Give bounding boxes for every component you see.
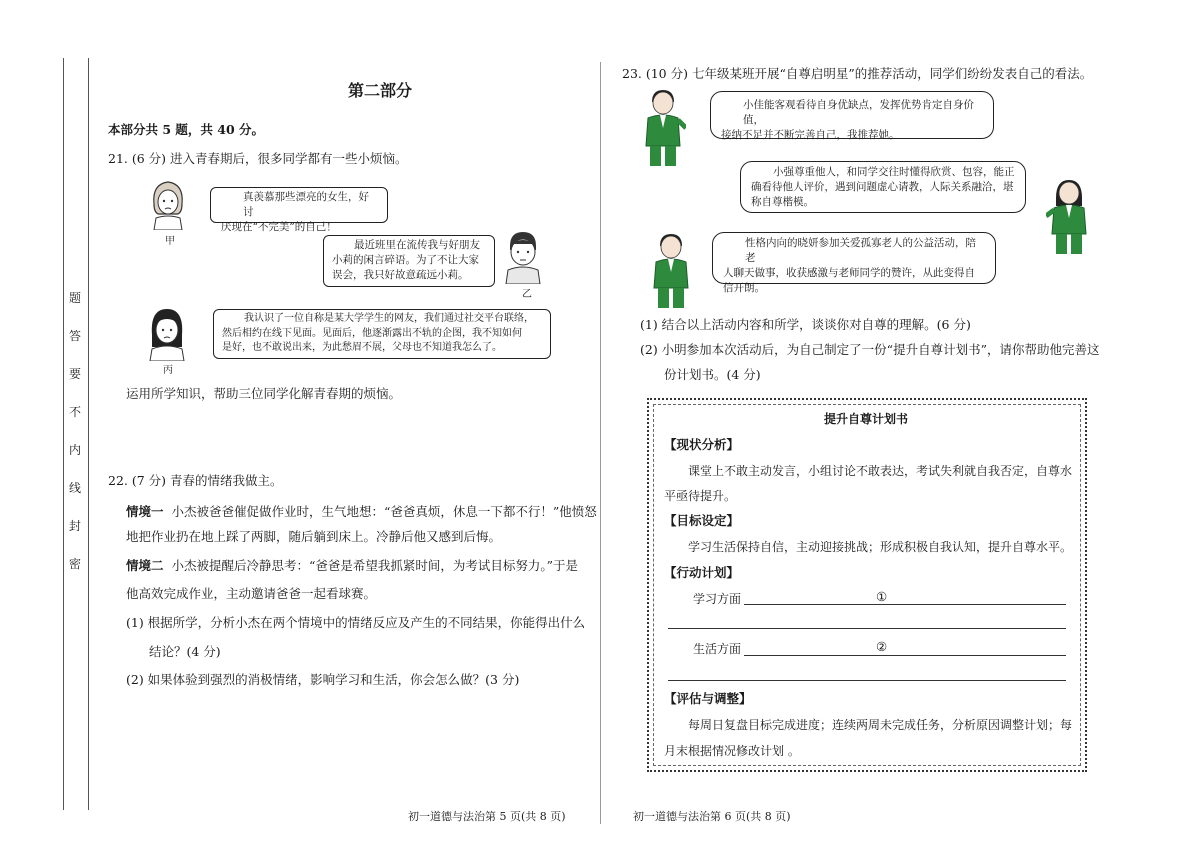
plan-heading-action: 【行动计划】 <box>664 565 740 580</box>
bubble2-line1: 小强尊重他人，和同学交往时懂得欣赏、包容，能正 <box>773 166 1015 178</box>
bubble-bing-line1: 我认识了一位自称是某大学学生的网友，我们通过社交平台联络， <box>244 313 534 324</box>
speech-bubble-bing <box>213 309 551 359</box>
plan-heading-goal: 【目标设定】 <box>664 513 740 528</box>
margin-char: 不 <box>68 405 81 419</box>
student-illustration <box>1046 178 1092 256</box>
bubble-jia-line1: 真羡慕那些漂亮的女生，好讨 <box>243 191 369 218</box>
label-jia: 甲 <box>165 236 175 247</box>
bubble1-line1: 小佳能客观看待自身优缺点，发挥优势肯定自身价值， <box>743 99 974 126</box>
plan-title: 提升自尊计划书 <box>824 412 909 426</box>
scenario1-line2: 地把作业扔在地上踩了两脚，随后躺到床上。冷静后他又感到后悔。 <box>126 529 502 544</box>
student-illustration <box>640 88 686 168</box>
answer-line-study-2[interactable] <box>668 628 1066 629</box>
blank-marker-1: ① <box>876 589 888 604</box>
q23-stem: 23. (10 分) 七年级某班开展“自尊启明星”的推荐活动，同学们纷纷发表自己的看法。 <box>622 66 1093 81</box>
bubble-yi-line3: 误会，我只好故意疏远小莉。 <box>332 269 469 281</box>
q21-stem: 21. (6 分) 进入青春期后，很多同学都有一些小烦恼。 <box>108 151 408 166</box>
margin-char: 要 <box>68 367 81 381</box>
bubble1-line2: 接纳不足并不断完善自己，我推荐她。 <box>721 129 900 141</box>
speech-bubble-2 <box>740 161 1026 213</box>
plan-status-line1: 课堂上不敢主动发言，小组讨论不敢表达，考试失利就自我否定，自尊水 <box>688 464 1073 478</box>
scenario2-label: 情境二 <box>126 558 164 573</box>
q22-scenario2 <box>126 555 578 577</box>
study-aspect-label: 学习方面 <box>693 592 742 606</box>
answer-line-study[interactable] <box>744 604 1066 605</box>
speech-bubble-yi <box>323 235 495 287</box>
margin-line-left <box>63 58 64 810</box>
bubble-jia-line2: 厌现在“不完美”的自己！ <box>221 221 337 233</box>
speech-bubble-3 <box>712 232 996 294</box>
q22-scenario1 <box>126 499 597 525</box>
margin-line-right <box>88 58 89 810</box>
plan-heading-evaluation: 【评估与调整】 <box>664 691 752 706</box>
page-divider <box>600 62 601 824</box>
plan-eval-line1: 每周日复盘目标完成进度；连续两周未完成任务，分析原因调整计划；每 <box>688 718 1073 732</box>
bubble-yi-line1: 最近班里在流传我与好朋友 <box>354 239 480 251</box>
speech-bubble-jia <box>210 187 388 233</box>
scenario2-line2: 他高效完成作业，主动邀请爸爸一起看球赛。 <box>126 586 377 601</box>
section-title: 第二部分 <box>347 81 412 100</box>
student-illustration <box>648 232 694 308</box>
life-aspect-label: 生活方面 <box>693 642 742 656</box>
plan-inner-border <box>653 404 1081 766</box>
margin-char: 答 <box>68 329 81 343</box>
section-intro: 本部分共 5 题，共 40 分。 <box>108 122 265 137</box>
q22-sub2: (2) 如果体验到强烈的消极情绪，影响学习和生活，你会怎么做？(3 分) <box>126 672 520 687</box>
binding-margin-notice <box>66 292 84 596</box>
label-yi: 乙 <box>522 289 532 300</box>
girl-jia-illustration <box>148 178 188 230</box>
q22-sub1-line1: (1) 根据所学，分析小杰在两个情境中的情绪反应及产生的不同结果，你能得出什么 <box>126 615 586 630</box>
boy-yi-illustration <box>502 228 544 284</box>
page6-footer: 初一道德与法治第 6 页(共 8 页) <box>633 810 791 823</box>
q21-task: 运用所学知识，帮助三位同学化解青春期的烦恼。 <box>126 386 402 401</box>
margin-char: 密 <box>68 557 81 571</box>
plan-eval-line2: 月末根据情况修改计划 。 <box>664 744 800 758</box>
q23-sub1: (1) 结合以上活动内容和所学，谈谈你对自尊的理解。(6 分) <box>640 317 971 332</box>
bubble-bing-line3: 是好，也不敢说出来，为此愁眉不展，父母也不知道我怎么了。 <box>222 342 502 353</box>
answer-line-life-2[interactable] <box>668 680 1066 681</box>
page5-footer: 初一道德与法治第 5 页(共 8 页) <box>408 810 566 823</box>
plan-heading-status: 【现状分析】 <box>664 437 740 452</box>
q22-sub1-line2: 结论？(4 分) <box>149 644 221 659</box>
bubble-bing-line2: 然后相约在线下见面。见面后，他逐渐露出不轨的企图，我不知如何 <box>222 327 522 339</box>
scenario1-line1: 小杰被爸爸催促做作业时，生气地想：“爸爸真烦，休息一下都不行！”他愤怒 <box>171 504 597 519</box>
margin-char: 线 <box>68 481 81 495</box>
margin-char: 封 <box>68 519 81 533</box>
bubble3-line2: 人聊天做事，收获感激与老师同学的赞许，从此变得自 <box>723 267 975 279</box>
plan-goal-text: 学习生活保持自信，主动迎接挑战；形成积极自我认知，提升自尊水平。 <box>688 540 1073 554</box>
girl-bing-illustration <box>146 305 188 361</box>
bubble2-line2: 确看待他人评价，遇到问题虚心请教，人际关系融洽，堪 <box>751 181 1014 193</box>
scenario1-label: 情境一 <box>126 504 164 519</box>
answer-line-life[interactable] <box>744 655 1066 656</box>
q23-sub2-line1: (2) 小明参加本次活动后，为自己制定了一份“提升自尊计划书”，请你帮助他完善这 <box>640 342 1100 357</box>
scenario2-line1: 小杰被提醒后冷静思考：“爸爸是希望我抓紧时间，为考试目标努力。”于是 <box>171 558 579 573</box>
margin-char: 内 <box>68 443 81 457</box>
label-bing: 丙 <box>163 365 173 376</box>
q22-stem: 22. (7 分) 青春的情绪我做主。 <box>108 473 283 488</box>
bubble3-line3: 信开朗。 <box>723 282 765 294</box>
bubble2-line3: 称自尊楷模。 <box>751 196 814 208</box>
q23-sub2-line2: 份计划书。(4 分) <box>664 367 761 382</box>
plan-status-line2: 平亟待提升。 <box>664 489 737 503</box>
blank-marker-2: ② <box>876 639 888 654</box>
margin-char: 题 <box>68 291 81 305</box>
bubble3-line1: 性格内向的晓妍参加关爱孤寡老人的公益活动，陪老 <box>745 237 976 264</box>
speech-bubble-1 <box>710 91 994 139</box>
bubble-yi-line2: 小莉的闲言碎语。为了不让大家 <box>332 254 479 266</box>
